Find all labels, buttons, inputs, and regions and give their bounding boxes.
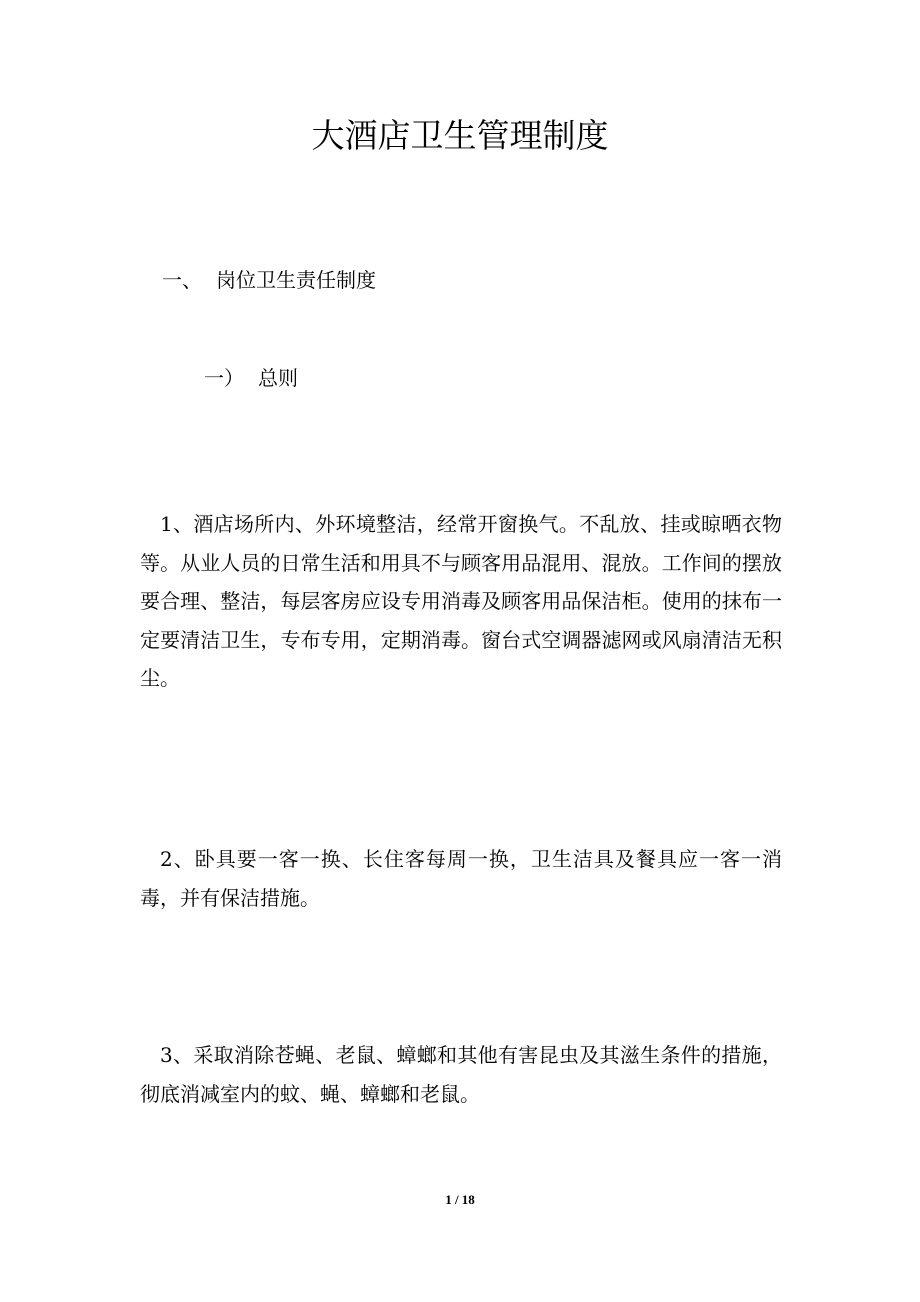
subsection-heading [204, 362, 298, 394]
subsection-number: 一） [204, 366, 244, 390]
section-number: 一、 [162, 268, 202, 292]
paragraph-3: 3、采取消除苍蝇、老鼠、蟑螂和其他有害昆虫及其滋生条件的措施，彻底消减室内的蚊、蝇、蟑螂和老鼠。 [140, 1043, 782, 1106]
page-number: 1 / 18 [445, 1192, 475, 1207]
paragraph-2: 2、卧具要一客一换、长住客每周一换，卫生洁具及餐具应一客一消毒，并有保洁措施。 [140, 847, 782, 910]
paragraph-1: 1、酒店场所内、外环境整洁，经常开窗换气。不乱放、挂或晾晒衣物等。从业人员的日常生活和用具不与顾客用品混用、混放。工作间的摆放要合理、整洁，每层客房应设专用消毒及顾客用品保洁柜。使用的抹布一定要清洁卫生，专布专用，定期消毒。窗台式空调器滤网或风扇清洁无积尘。 [140, 512, 782, 690]
section-heading [162, 264, 376, 296]
document-title: 大酒店卫生管理制度 [311, 116, 609, 155]
subsection-title: 总则 [258, 366, 298, 390]
section-title: 岗位卫生责任制度 [216, 268, 376, 292]
